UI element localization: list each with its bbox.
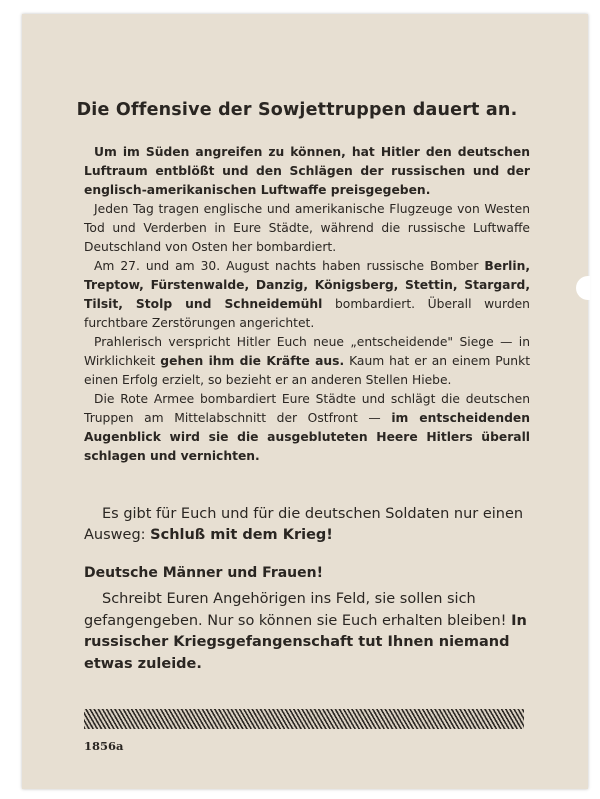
- closing-paragraph: Schreibt Euren Angehörigen ins Feld, sie sollen sich gefangengeben. Nur so können sie Euch erhalten bleiben! In russischer Kriegsgefangenschaft tut Ihnen niemand etwas zuleide.: [84, 591, 527, 672]
- leaflet-title: Die Offensive der Sowjettruppen dauert an.: [76, 100, 518, 120]
- callout-paragraph: Es gibt für Euch und für die deutschen Soldaten nur einen Ausweg: Schluß mit dem Krieg!: [84, 506, 524, 543]
- torn-notch: [576, 276, 590, 300]
- paragraph-air-raids: Jeden Tag tragen englische und amerikanische Flugzeuge von Westen Tod und Verderben in Eure Städte, während die russische Luftwaffe Deutschland von Osten her bombardiert.: [84, 202, 530, 254]
- paragraph-promises: Prahlerisch verspricht Hitler Euch neue „entscheidende" Siege — in Wirklichkeit gehen ihm die Kräfte aus. Kaum hat er an einem Punkt einen Erfolg erzielt, so bezieht er an anderen Stellen Hiebe.: [84, 335, 531, 387]
- paragraph-red-army: Die Rote Armee bombardiert Eure Städte und schlägt die deutschen Truppen am Mittelabschnitt der Ostfront — im entscheidenden Augenblick wird sie die ausgebluteten Heere Hitlers überall schlagen und vernichten.: [84, 392, 530, 463]
- callout-slogan: Schluß mit dem Krieg!: [150, 527, 333, 543]
- hatched-divider-bar: [84, 709, 524, 729]
- leaflet-code: 1856a: [84, 739, 124, 753]
- intro-paragraph: Um im Süden angreifen zu können, hat Hitler den deutschen Luftraum entblößt und den Schlägen der russischen und der englisch-amerikanischen Luftwaffe preisgegeben.: [84, 145, 530, 197]
- address-heading: Deutsche Männer und Frauen!: [84, 565, 323, 581]
- leaflet-body: [84, 143, 530, 466]
- bombed-cities-list: Berlin, Treptow, Fürstenwalde, Danzig, Königsberg, Stettin, Stargard, Tilsit, Stolp und Schneidemühl: [84, 259, 530, 311]
- paragraph-bombed-cities: Am 27. und am 30. August nachts haben russische Bomber Berlin, Treptow, Fürstenwalde, Danzig, Königsberg, Stettin, Stargard, Tilsit, Stolp und Schneidemühl bombardiert. Überall wurden furchtbare Zerstörungen angerichtet.: [84, 259, 530, 330]
